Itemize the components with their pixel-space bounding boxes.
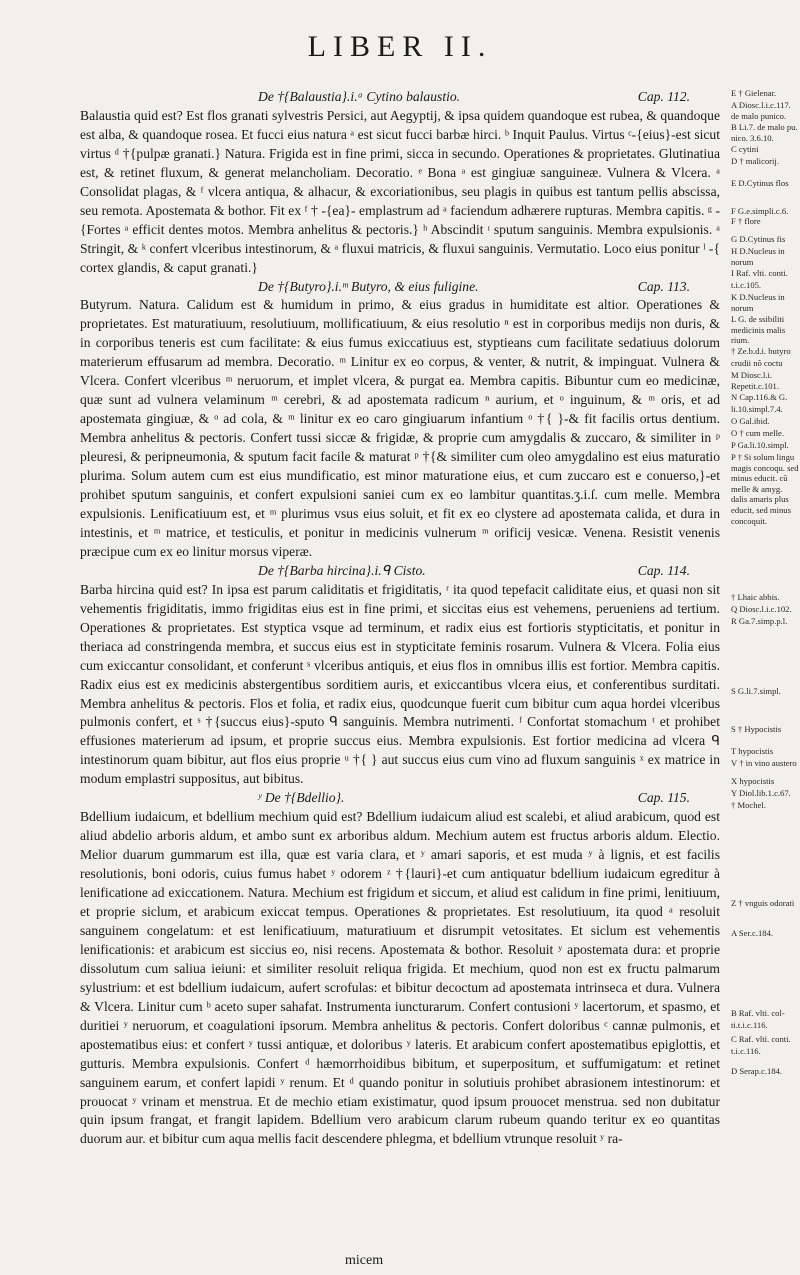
margin-note: Y Diol.lib.1.c.67. xyxy=(731,788,791,798)
margin-note: S G.li.7.simpl. xyxy=(731,686,781,696)
chapter-body: Barba hircina quid est? In ipsa est parum caliditatis et frigiditatis, ʳ ita quod tepefacit caliditate eius, et quasi non sit vehementis frigiditatis, immo frigiditas eius est in fine primi, et siccitas eius est vehemens, perueniens ad tertium. Operationes & proprietates. Est styptica vsque ad terminum, et radix eius est fortioris stypticitatis, et ponitur in theriaca ad constringenda membra, et succus eius est in stypticitate feminis rosarum. Vulnera & Vlcera. Folia eius cum exiccantur consolidant, et conferunt ˢ vlceribus antiquis, et eius flos in omnibus illis est fortior. Membra capitis. Radix eius est ex medicinis abstergentibus sorditiem auris, et exiccantibus vlcera eius, et conferentibus surditati. Membra anhelitus & pectoris. Flos et folia, et radix eius, quodcunque fuerit cum bibitur cum aqua hordei vlceribus pulmonis confert, et ˢ †{succus eius}-sputo ᑫ sanguinis. Membra nutrimenti. ᶠ Confortat stomachum ᵗ et prohibet effusiones materierum ad ipsum, et proprie succus eius. Membra expulsionis. Est fortior medicina ad vlcera ᑫ intestinorum quam bibitur, aut flos eius proprie ᵘ †{ } aut succus eius cum vino ad fluxum sanguinis ˣ ex matrice in modum emplastri suppositus, aut bibitus. xyxy=(80,581,720,787)
margin-note: Z † vnguis odorati xyxy=(731,898,795,908)
margin-note: t.i.c.116. xyxy=(731,1046,761,1056)
chapter-heading: De †{Balaustia}.i.ᵃ Cytino balaustio. xyxy=(258,89,461,104)
margin-note: K D.Nucleus in norum xyxy=(731,292,785,313)
chapter-number: Cap. 114. xyxy=(637,562,690,578)
main-text-column xyxy=(80,88,720,1149)
margin-note: V † in vino austero xyxy=(731,758,797,768)
margin-note: T hypocistis xyxy=(731,746,774,756)
margin-note: M Diosc.l.i. Repetit.c.101. xyxy=(731,370,779,391)
chapter-number: Cap. 112. xyxy=(637,89,690,104)
chapter-heading: De †{Barba hircina}.i.ᑫ Cisto. xyxy=(258,562,426,578)
margin-note: † Ze.b.d.i. butyro xyxy=(731,346,791,356)
margin-note: P Ga.li.10.simpl. xyxy=(731,440,789,450)
chapter-number: Cap. 115. xyxy=(637,790,690,806)
chapter-title xyxy=(80,88,720,107)
chapter-title xyxy=(80,562,720,581)
margin-note: E † Gielenar. xyxy=(731,88,777,98)
margin-note: F G.e.simpli.c.6. xyxy=(731,206,789,216)
chapter-title xyxy=(80,789,720,808)
margin-note: N Cap.116.& G. xyxy=(731,392,788,402)
margin-note: li.10.simpl.7.4. xyxy=(731,404,783,414)
margin-note: O Gal.ibid. xyxy=(731,416,770,426)
chapter-body: Balaustia quid est? Est flos granati sylvestris Persici, aut Aegyptij, & ipsa quidem quandoque est rubea, & quandoque est alba, & quandoque rosea. Et fucci eius natura ᵃ est sicut fucci barbæ hirci. ᵇ Inquit Paulus. Virtus ᶜ-{eius}-est sicut virtus ᵈ †{pulpæ granati.} Natura. Frigida est in fine primi, sicca in secundo. Operationes & proprietates. Glutinatiua est, & retinet fluxum, & generat melancholiam. Decoratio. ᵉ Bona ᵃ est gingiuæ sanguineæ. Vulnera & Vlcera. ᵃ Consolidat plagas, & ᶠ vlcera antiqua, & alhacur, & excoriationibus, seu plagis in quibus est tantum pellis abscissa, seu remota. Apostemata & bothor. Fit ex ᶠ † -{ea}- emplastrum ad ᵃ faciendum adhærere rupturas. Membra capitis. ᵍ -{Fortes ᵃ efficit dentes motos. Membra anhelitus & pectoris.} ʰ Abscindit ᶦ sputum sanguinis. Membra expulsionis. ᵃ Stringit, & ᵏ confert vlceribus intestinorum, & ᵃ fluxui matricis, & fluxui sanguinis. Vermutatio. Loco eius ponitur ˡ -{ cortex glandis, & caput granati.} xyxy=(80,107,720,275)
margin-note: B Raf. vlti. col- xyxy=(731,1008,785,1018)
margin-note: crudii nõ coctu xyxy=(731,358,783,368)
margin-note: Q Diosc.l.i.c.102. xyxy=(731,604,792,614)
catchword: micem xyxy=(345,1253,384,1268)
margin-note: E D.Cytinus flos xyxy=(731,178,789,188)
chapter-heading: De †{Butyro}.i.ᵐ Butyro, & eius fuligine. xyxy=(258,278,479,294)
margin-note: † Mochel. xyxy=(731,800,766,810)
margin-note: S † Hypocistis xyxy=(731,724,782,734)
margin-note: A Ser.c.184. xyxy=(731,928,774,938)
margin-note: R Ga.7.simp.p.l. xyxy=(731,616,788,626)
margin-note: F † flore xyxy=(731,216,761,226)
chapter-body: Butyrum. Natura. Calidum est & humidum in primo, & eius gradus in humiditate est altior. Operationes & proprietates. Est maturatiuum, resolutiuum, mollificatiuum, & eius resolutio ⁿ est in corporibus medijs non duris, & in corporibus teneris est cum facilitate: & eius fumus exiccatiuus est, styptieans cum facilitate sedatiuus dolorum materierum effusarum ad membra. Decoratio. ᵐ Linitur ex eo corpus, & venter, & nutrit, & impinguat. Vulnera & Vlcera. Confert vlceribus ᵐ neruorum, et implet vlcera, & purgat ea. Membra capitis. Bibuntur cum eo medicinæ, quæ sunt ad vulnera velaminum ᵐ cerebri, & ad apostemata radicum ⁿ aurium, et ᵒ inguinum, & ᵐ oris, et ad apostemata gingiuæ, & ᵒ ad cola, & ᵐ linitur ex eo caro gingiuarum infantium ᵒ †{ }-& fit facilis ortus dentium. Membra anhelitus & pectoris. Confert tussi siccæ & frigidæ, & proprie cum amygdalis & zuccaro, & similiter in ᵖ pleuresi, & peripneumonia, & sputum facit facile & maturat ᵖ †{& similiter cum oleo amygdalino est eius maturatio plurima. Solum autem cum est eius mundificatio, est minor maturatione eius, et cum zuccaro est e conuerso,}-et prohibet sputum sanguinis, et confert expulsioni saniei cum ex eo lambitur quantitas.ʒ.i.ſ. cum melle. Membra expulsionis. Lenificatiuum est, et ᵐ plurimus vsus eius soluit, et fit ex eo clystere ad apostemata calida, et dura in intestinis, et ᵐ matrice, et testiculis, et ponitur in medicinis vulnerum ᵐ orificij vesicæ. Venena. Resistit venenis præcipue cum ex eo linitur morsus viperæ. xyxy=(80,297,720,559)
margin-note: ti.t.i.c.116. xyxy=(731,1020,768,1030)
margin-note: G D.Cytinus fis xyxy=(731,234,786,244)
margin-note: H D.Nucleus in norum xyxy=(731,246,785,267)
margin-note: X hypocistis xyxy=(731,776,775,786)
margin-note: t.i.c.105. xyxy=(731,280,762,290)
margin-note: C cytini xyxy=(731,144,759,154)
margin-note: A Diosc.l.i.c.117. de malo punico. xyxy=(731,100,791,121)
margin-note: L G. de ssibiliti medicinis malis rium. xyxy=(731,314,786,346)
margin-note: C Raf. vlti. conti. xyxy=(731,1034,791,1044)
margin-note: D Serap.c.184. xyxy=(731,1066,783,1076)
chapter-number: Cap. 113. xyxy=(637,278,690,294)
margin-note: O † cum melle. xyxy=(731,428,784,438)
margin-note: I Raf. vlti. conti. xyxy=(731,268,788,278)
margin-note: P † Si solum lingu magis concoqu. sed minus educit. cũ melle & amyg. dalis amaris plus educit, sed minus concoquit. xyxy=(731,452,799,526)
margin-note: B Li.7. de malo pu. nico. 3.6.10. xyxy=(731,122,798,143)
margin-note: D † malicorij. xyxy=(731,156,779,166)
chapter-heading: ʸ De †{Bdellio}. xyxy=(258,790,345,806)
page-header: LIBER II. xyxy=(307,30,493,63)
chapter-body: Bdellium iudaicum, et bdellium mechium quid est? Bdellium iudaicum aliud est scalebi, et aliud arabicum, quod est aliud abdelio arboris aldum, et ambo sunt ex arboribus aldum. Mechium autem est fructus arboris aldum. Electio. Melior duarum gummarum est illa, quæ est varia clara, et ʸ amari saporis, et est muda ʸ à lignis, et est facilis resolutionis, boni odoris, cuius fumus habet ʸ odorem ᶻ †{lauri}-et cum antiquatur bdellium iudaicum egreditur à lenificatione ad exiccationem. Natura. Mechium est frigidum et siccum, et aliud est calidum in fine primi, lenitiuum, et proprie siclum, et arabicum exiccat tempus. Operationes & proprietates. Est resolutiuum, ita quod ᵃ resoluit sanguinem congelatum: et est lenificatiuum, maturatiuum et disrumpit vetositates. Et siclum est vehementis lenificationis: et arabicum est siccius eo, nisi recens. Apostemata & bothor. Resoluit ʸ apostemata dura: et proprie dissolutum cum saliua ieiuni: et similiter resoluit reliqua frigida. Et mechium, quod non est ex fructu palmarum sylustrium: et est bdellium iudaicum, aufert scrofulas: et bibitur decoctum ad apostemata intrinseca et dura. Vulnera & Vlcera. Linitur cum ᵇ aceto super sahafat. Instrumenta iuncturarum. Confert contusioni ʸ lacertorum, et spasmo, et duritiei ʸ neruorum, et coagulationi ipsorum. Membra anhelitus & pectoris. Confert doloribus ᶜ cannæ pulmonis, et apostematibus eius: et confert ʸ tussi antiquæ, et doloribus ʸ lateris. Et arabicum confert apostematibus epiglottis, et gutturis. Membra expulsionis. Confert ᵈ hæmorrhoidibus bibitum, et superpositum, et suffumigatum: et retinet sanguinem earum, et confert lapidi ʸ renum. Et ᵈ quando ponitur in solutiuis prohibet abrasionem intestinorum: et prouocat ʸ vrinam et menstrua. Et de mechio etiam existimatur, quod ipsum prouocet menstrua. sed non dubitatur quin ipsum frangat, et frangit lapidem. Bdellium vero arabicum clarum rubeum quando teritur ex eo quantitas duorum aur. et bibitur cum aqua mellis facit descendere phlegma, et bdellium vtrunque resoluit ʸ ra- xyxy=(80,809,720,1147)
margin-note: † Lhaic abbis. xyxy=(731,592,780,602)
chapter-title xyxy=(80,278,720,297)
